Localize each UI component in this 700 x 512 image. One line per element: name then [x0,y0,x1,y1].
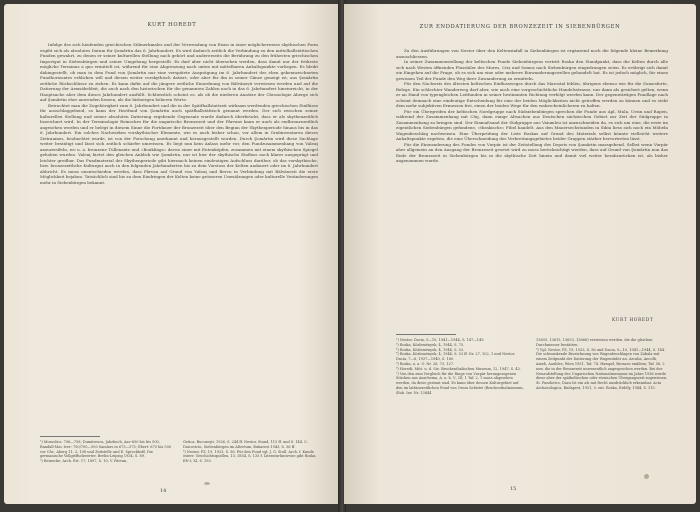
author-signature: KURT HOREDT [612,318,654,323]
footnote: ⁷) Von den zum Vergleich für die Ringe von Vurpăr herangezogenen Stücken aus Anschema, A. u. h. V., III, 1 Taf. 2, 1 muss abgesehen werden, da diese gestaut sind. Es kann über dessen Kulturgebiet auf den im lattänezeitlichen Fund von Orsza Sebistei (Bruckenthalmuseum, Slub. Inv. Nr. 13844 [396,371,524,395]
right-footnotes-col-2 [536,338,668,391]
right-body-text [396,48,668,164]
left-paragraph-2: Betrachtet man die Zugehörigkeit zum 6. Jahrhundert und die in der Spätfhallstattzeit wirksam werdenden griechischen Einflüsse für ausschlaggebend, so kann der Hortfund von Şomârtin auch spätfhallstättisch genannt werden. Der sich zwischen seiner kulturellen Stellung und seiner absoluten Datierung ergebende Gegensatz wurde dadurch überbrückt, dass er als skythenzeitlich bezeichnet wird. In der Terminologie Reineckes für die ungarische Bronzezeit und der Pârvans kann er auch als endbronzezeitlich angesehen werden und er belegt in diesem Sinne die Fortdauer der Bronzezeit über den Beginn der Skythenperiode hinaus bis in das 6. Jahrhundert. Ein solches Nachwirken vorskythischer Elemente, wie es auch bisher schon, vor allem in Grabinventaren dieses Zeitraumes, beobachtet wurde, ist von der Forschung anerkannt und herausgestellt worden. Durch Şomârtin wird diese Sachlage weiter bestätigt und lässt sich zeitlich schärfer umreissen. Es liegt nun kein Anlass mehr vor, den Fundzusammenhang von Valeaţ anzuzweifeln, wo u. a. bronzene Tüllenaxte und »Bouklings« davon einer mit Entenköpfen, zusammen mit einem skythischen Spiegel gehoben wurden. Valeaţ bietet den gleichen Anblick wie Şomârtin, nur ist hier der skythische Einfluss noch klarer ausgeprägt und leichter greifbar. Das Fundmaterial der Skythenperiode gibt hiermach keinen eindeutigen Aufschluss darüber, ob das vorskythische, bzw. bronzezeitliche Kulturgut auch in den folgenden Jahrhunderten bis zu dem Vorstoss der Kelten andauert oder im 6. Jahrhundert abbricht. Es muss unentschieden werden, dass Pârvan auf Grund von Valeaţ und Bercu in Verbindung mit Bălvănești die erste Möglichkeit bejahen. Tatsächlich sind bis zu dem Eindringen der Kelten keine grösseren Umwälzungen oder kulturelle Veränderungen mehr in Siebenbürgen bekannt. [40,102,318,185]
footnote: 13605, 13615, 13653, 13666) verwiesen werden, die die gleichen Durchmesser bestätten. [536,338,653,347]
running-head-left: KURT HOREDT [147,22,197,28]
left-body-text [40,42,318,185]
right-paragraph-5: Für die Einwanderung des Fundes von Vurpăr ist der Zeitstellung des Depots von Şomârtin massgebend. Selbst wenn Vurpăr aber allgemein an den Ausgang der Bronzezeit gesetzt wird zu muss berücksichtigt werden, dass auf Grund von Şomârtin nun das Ende der Bronzezeit in Siebenbürgen bis in die skythische Zeit hinein und damit viel weiter herabzurücken ist, als bisher angenommen wurde. [396,141,668,163]
footnote: ⁶) Horedt, Mitt. u. d. Sie. Bruckenthalischen Museum, 12, 1947, S. 43. [396,366,521,371]
footnote: Getica, Bucureşti, 1926, S. 244 ff. Nestor, Stand, 115 ff. und S. 144, C. Daicoviciu, Siebenbürgen im Altertum, Bukarest 1943, S. 36 ff. [183,440,308,449]
right-paragraph-3: Für den Nachweis des ältesten keltischen Einflussweges durch das Marostal fehlen, übrigens ebenso wie für die Somesfurte, Belege. Ein schlechter Wanderweg darf aber, wie auch eine vorgeschichtliche Handelsstrasse, nur dann als gesichert gelten, wenn er an Hand von typengleichen Leitfunden in seiner bestimmten Richtung verfolgt werden kann. Der gegenwärtigen Fundlage nach scheint demnach eine eindeutige Entscheidung für eine der beiden Möglichkeiten nicht getroffen werden zu können und es steht dem mehr subjektiven Ermessen frei, einen der beiden Wege für den wahrscheinlicheren zu halten. [396,81,668,108]
right-page [344,4,696,504]
footnote: ²) Reinecke, Arch. Ért. 17, 1897, S. 10, V. Pârvan, [40,459,128,464]
running-head-right: ZUR ENDDATIERUNG DER BRONZEZEIT IN SIEBENBÜRGEN [419,24,621,30]
left-paragraph-1: Infolge des sich häufenden griechischen Stilmerkmales und der Verwendung von Eisen in einer möglicherweise skythischen Form ergibt sich als absolutes Datum für Şomârtin das 6. Jahrhundert. Es wird dadurch zeitlich die Verbindung zu den mittelhallstättischen Funden gewahrt, zu denen er seiner kulturellen Stellung nach gehört und andererseits die Berührung zu den frühesten griechischen Importgut in Siebenbürgen und seiner Umgebung hergestellt. Es darf aber nicht übersehen werden, dass damit nur der früheste mögliche Terminus a quo ermittelt ist, während für eine Abgrenzung nach unten mit mittelbaren Anhaltspunkte vorliegen. Es bleibt dahingestellt, ob man in dem Fund von Şomârtin nur eine verspätete Ausprägung im 6. Jahrhundert des eben gekennzeichneten Fundhorizontes erblicken will und diesen weiter vorskythisch datiert, oder aber für ihn in seiner Gänze geneigt ist, aus Şomârtin zeitliche Rückschlüsse zu ziehen. Es kann dafür auf die jüngere zeitliche Einordnung von Bălvănești verwiesen werden und auf die Datierung der Armsäbeldeit, die auch nach den historischen für die genannten Zahlen noch in das 6. Jahrhundert hineinreicht, in der Hauptsache aber dem dieses Jahrhundert ausfüllt. Schliesslich scheint es, als ob die niederen Ansätze der Chronologie Aberge sich auf Şomârtin eher anwenden liessen, als die bisherigen höheren Werte. [40,42,318,102]
left-footnotes-col-2 [183,440,318,464]
page-number-left: 14 [160,488,167,494]
stain-mark [644,474,649,479]
footnote: ³) Nestor, PZ, 19, 1933, S. 56. Für den Fund vgl. J. G. Stoll, Arch. f. Kunde österr. Geschichtsquellen, 13, 1854, S. 135 f. Literaturhinweise gibt Roska, EN-t, XI, S. 193. [183,449,317,464]
footnote-rule-left [40,436,100,437]
footnote-rule-right [396,334,456,335]
left-page [4,4,340,504]
footnote: ¹) Nestor, Dacia, 9—10, 1941—1944, S. 147—149. [396,338,485,342]
footnote: ²) Roska, Közlemények, 4, 1944, S. 75. [396,342,465,347]
right-footnotes-col-1 [396,338,526,396]
footnote: ¹) Mozsolics: 756—758; Dumitrescu, Jahrbuch, Aav-650 bis bis 500, Randall-Mac Iver: 750/700—500 Sandars in 675—575; Ebert: 675 bis 500 vor Chr., Aberg 11, 3, 108 und Zeitstelle und E. Sprockhoff, Die germanische Vollgriffschwerter, Berlin-Leipzig 1934, S. 89. [40,440,172,459]
footnote: ⁴) Roska, Közlemények, 4, 1944, S. 53 ff. Nr. 27, 102, 1 und Nestor, Dacia, 7—8, 1937—1940, S. 180. [396,352,515,362]
left-footnotes-col-1 [40,440,173,464]
right-paragraph-1: Zu den Ausführungen von Nestor über den Keltenzinfall in Siebenbürgen ist ergänzend noch die folgende kleine Bemerkung anzuschliessen. [396,48,668,59]
page-number-right: 15 [510,486,517,492]
footnote: ³) Roska, Közlemények, 4, 1944, S. 53. [396,347,465,352]
footnote: ⁸) Vgl. Nestor, PZ, 19, 1933, S. 56 und Dacia, 9—10, 1941—1944, S. 144. Die schwankende Bezeichnung von Wagenbeschlagen von Zabala mit einem Zeitpunkt der Datierung der Wagenräder an. Arcalia, Ancolb, Ameh, Aonbles, Wien 1951, Taf. 74. Hampel, Bronzes emblem; Taf. 58, 2 usw. die in der Bronzezeit unwesentlich angesprochen werden. Bei der Neuaufstellung des Ungarischen Nationalmuseums im Jahre 1936 wurde diese aber der spätkeltischen oder römischen Übergangszeit zugewiesen. St. Pandovics, Dazu Ist ein als mit Recht ausdrücklich erkennbar. Acta Archaeologica, Budapest, 1951, 5. ent. Roska, Erdély, 1944, S. 113. [536,347,668,390]
right-paragraph-4: Für ein Übergreifen der keltischen Nordgruppe nach Südsiebenbürgen sprechen die Funde aus Apl, Mula, Ursin und Rapen, während der Zusammenhang mit Cluj, dann einige Altsachen aus Deutschen sächsischen Gebiet zur Zeit der Südgruppe in Zusammenhang zu bringen sind. Der Einmaßsand der Südgruppe aus Vaiumleu ist anzuschneiden da, es sich um eine, die erste im eigentlichen Siebenbürgen gefundene, »thrakische« Fibel handelt. Aus den Mauersechstunden in Sibiu liess sich noch ein Möbeln Wagenbeschlag nachweisen. Eine Überprüfung der Liste Roskas auf Grund des Materials selbst könnte vielleicht weitere Anhaltspunkte ergeben, die eine Überschneidung des Verbreitungsgebietes beider Gruppen stärker hervortreten lässt. [396,108,668,141]
right-paragraph-2: In seiner Zusammenstellung der keltischen Funde Siebenbürgens vertritt Roska den Standpunkt, dass die Kelten durch alle sich nach Westen öffnenden Flusstäler des Mures, Criș und Someș nach Siebenbürgen eingedrungen seien. Es erübrigt sich damit ein Eingehen auf die Frage, ob es sich um eine oder mehrere Einwanderungswellen gehandelt hat. Es ist jedoch möglich, für einen gewissen Teil der Funde den Weg ihrer Zuwanderung zu ermitteln. [396,59,668,81]
footnote: ⁵) Roska, a. a. O. Nr. 28, 73, 127. [396,361,455,366]
stain-mark [204,482,210,485]
